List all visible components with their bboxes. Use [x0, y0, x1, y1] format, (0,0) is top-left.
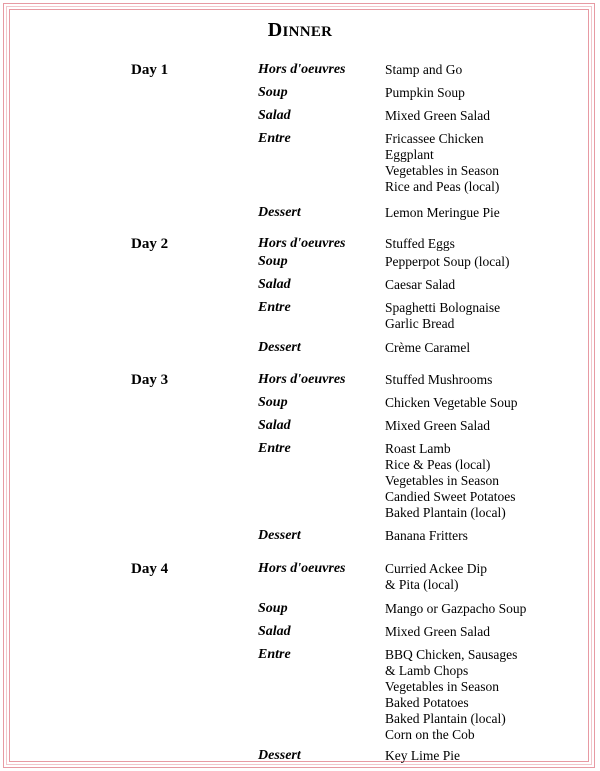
dish-item: Spaghetti Bolognaise: [385, 300, 501, 315]
course-name: Dessert: [258, 748, 301, 763]
dish-item: Vegetables in Season: [385, 163, 499, 178]
dish-item: Eggplant: [385, 147, 434, 162]
dish-item: Mixed Green Salad: [385, 624, 490, 639]
dish-item: Key Lime Pie: [385, 748, 460, 763]
dish-item: Chicken Vegetable Soup: [385, 395, 518, 410]
dish-item: Stuffed Mushrooms: [385, 372, 493, 387]
dish-item: Baked Plantain (local): [385, 711, 506, 726]
course-name: Entre: [258, 300, 291, 315]
dish-item: Rice & Peas (local): [385, 457, 491, 472]
day-label: Day 4: [131, 561, 169, 577]
course-name: Dessert: [258, 528, 301, 543]
course-name: Dessert: [258, 340, 301, 355]
dish-item: BBQ Chicken, Sausages: [385, 647, 518, 662]
day-label: Day 3: [131, 372, 169, 388]
dish-item: Mixed Green Salad: [385, 108, 490, 123]
course-name: Soup: [258, 254, 288, 269]
dish-item: Stamp and Go: [385, 62, 463, 77]
dish-item: Vegetables in Season: [385, 679, 499, 694]
day-label: Day 1: [131, 62, 169, 78]
dish-item: Crème Caramel: [385, 340, 471, 355]
course-name: Salad: [258, 277, 291, 292]
course-name: Soup: [258, 395, 288, 410]
dish-item: Baked Potatoes: [385, 695, 469, 710]
dish-item: & Lamb Chops: [385, 663, 469, 678]
course-name: Salad: [258, 418, 291, 433]
dish-item: Baked Plantain (local): [385, 505, 506, 520]
dish-item: Stuffed Eggs: [385, 236, 455, 251]
course-name: Hors d'oeuvres: [258, 372, 346, 387]
course-name: Hors d'oeuvres: [258, 62, 346, 77]
dish-item: Corn on the Cob: [385, 727, 475, 742]
dish-item: Mango or Gazpacho Soup: [385, 601, 527, 616]
course-name: Salad: [258, 108, 291, 123]
course-name: Entre: [258, 647, 291, 662]
dish-item: Banana Fritters: [385, 528, 468, 543]
day-label: Day 2: [131, 236, 169, 252]
dish-item: Rice and Peas (local): [385, 179, 500, 194]
dish-item: Pepperpot Soup (local): [385, 254, 510, 269]
course-name: Hors d'oeuvres: [258, 236, 346, 251]
course-name: Salad: [258, 624, 291, 639]
dish-item: Mixed Green Salad: [385, 418, 490, 433]
page-title-rest: INNER: [282, 24, 333, 40]
dish-item: & Pita (local): [385, 577, 459, 592]
course-name: Dessert: [258, 205, 301, 220]
course-name: Hors d'oeuvres: [258, 561, 346, 576]
dish-item: Lemon Meringue Pie: [385, 205, 500, 220]
dish-item: Garlic Bread: [385, 316, 455, 331]
dish-item: Caesar Salad: [385, 277, 456, 292]
page-title: [0, 19, 600, 42]
dish-item: Fricassee Chicken: [385, 131, 484, 146]
page-title-initial: D: [267, 19, 283, 41]
course-name: Entre: [258, 441, 291, 456]
dish-item: Candied Sweet Potatoes: [385, 489, 516, 504]
dish-item: Curried Ackee Dip: [385, 561, 487, 576]
course-name: Entre: [258, 131, 291, 146]
dish-item: Roast Lamb: [385, 441, 451, 456]
dish-item: Vegetables in Season: [385, 473, 499, 488]
dish-item: Pumpkin Soup: [385, 85, 465, 100]
course-name: Soup: [258, 601, 288, 616]
course-name: Soup: [258, 85, 288, 100]
